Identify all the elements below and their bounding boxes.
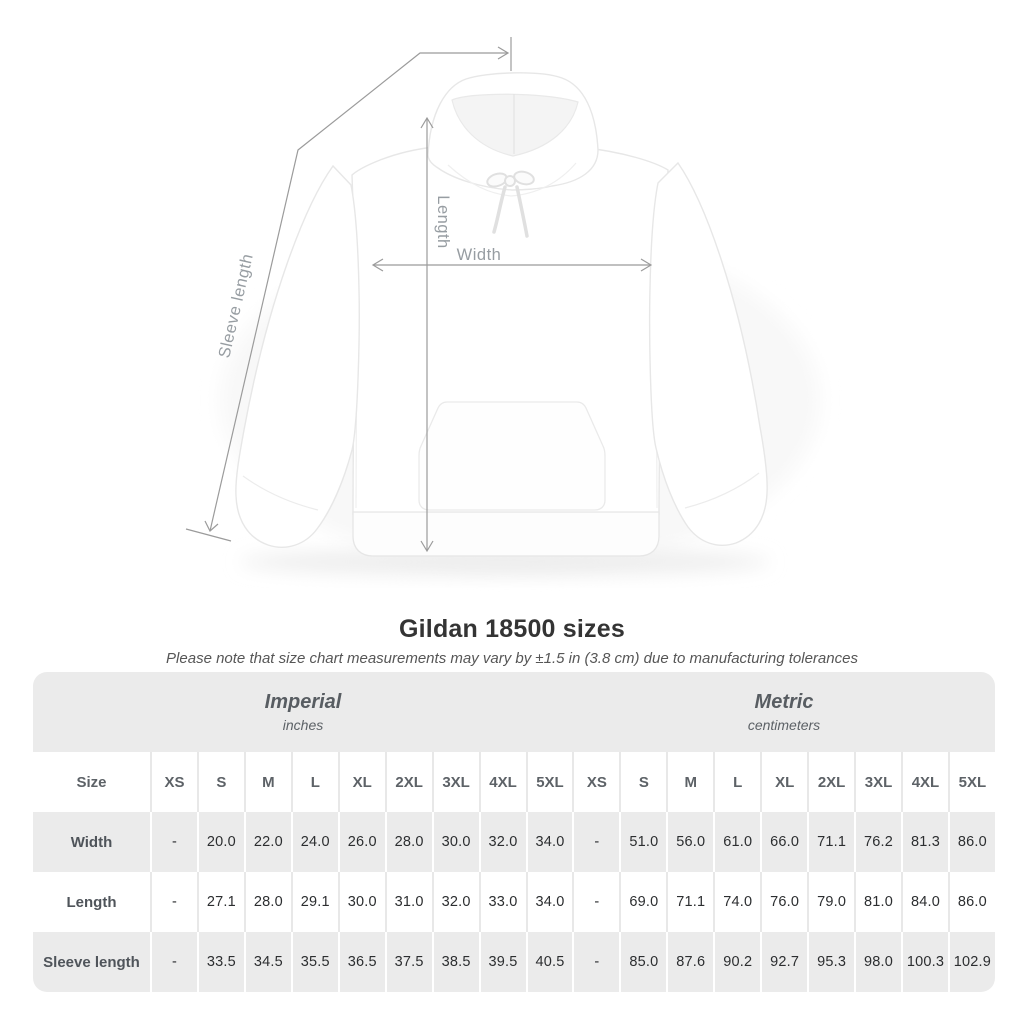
size-column-header: S bbox=[197, 752, 244, 812]
tolerance-note: Please note that size chart measurements may vary by ±1.5 in (3.8 cm) due to manufacturing tolerances bbox=[166, 650, 858, 667]
imperial-group-unit: inches bbox=[282, 717, 324, 733]
measurement-row-label: Sleeve length bbox=[43, 953, 140, 971]
measurement-value-cell: 24.0 bbox=[291, 812, 338, 872]
measurement-value-cell: 32.0 bbox=[479, 812, 526, 872]
measurement-value-cell: 38.5 bbox=[432, 932, 479, 992]
measurement-value-cell: 39.5 bbox=[479, 932, 526, 992]
measurement-value-cell: 98.0 bbox=[854, 932, 901, 992]
measurement-value-cell: 33.0 bbox=[479, 872, 526, 932]
size-column-header: 3XL bbox=[854, 752, 901, 812]
measurement-value-cell: 30.0 bbox=[432, 812, 479, 872]
imperial-group-header bbox=[33, 672, 573, 752]
size-header-row bbox=[33, 752, 995, 812]
size-column-header: M bbox=[244, 752, 291, 812]
measurement-value-cell: 85.0 bbox=[619, 932, 666, 992]
sleeve-length-measure-label: Sleeve length bbox=[215, 251, 257, 360]
size-column-header: 5XL bbox=[948, 752, 995, 812]
measurement-value-cell: 71.1 bbox=[666, 872, 713, 932]
measurement-value-cell: 81.3 bbox=[901, 812, 948, 872]
measurement-value-cell: 28.0 bbox=[385, 812, 432, 872]
table-rows bbox=[33, 752, 995, 992]
cuff-tick bbox=[186, 529, 231, 541]
measurement-value-cell: 22.0 bbox=[244, 812, 291, 872]
measurement-value-cell: - bbox=[572, 932, 619, 992]
kangaroo-pocket bbox=[419, 402, 605, 510]
measurement-value-cell: 30.0 bbox=[338, 872, 385, 932]
size-column-header: M bbox=[666, 752, 713, 812]
measurement-value-cell: 31.0 bbox=[385, 872, 432, 932]
measurement-value-cell: 34.0 bbox=[526, 812, 573, 872]
measurement-value-cell: 27.1 bbox=[197, 872, 244, 932]
measurement-value-cell: 61.0 bbox=[713, 812, 760, 872]
size-column-header: 2XL bbox=[385, 752, 432, 812]
measurement-value-cell: 37.5 bbox=[385, 932, 432, 992]
measurement-value-cell: 86.0 bbox=[948, 812, 995, 872]
measurement-value-cell: 51.0 bbox=[619, 812, 666, 872]
measurement-value-cell: 56.0 bbox=[666, 812, 713, 872]
size-column-header: XS bbox=[150, 752, 197, 812]
measurement-value-cell: 29.1 bbox=[291, 872, 338, 932]
measurement-value-cell: 33.5 bbox=[197, 932, 244, 992]
width-measure-label: Width bbox=[456, 246, 502, 264]
measurement-row-label: Width bbox=[70, 833, 113, 851]
measurement-value-cell: 100.3 bbox=[901, 932, 948, 992]
measurement-value-cell: 71.1 bbox=[807, 812, 854, 872]
measurement-value-cell: 40.5 bbox=[526, 932, 573, 992]
measurement-value-cell: 66.0 bbox=[760, 812, 807, 872]
length-measure-label: Length bbox=[434, 195, 452, 249]
size-column-header: 4XL bbox=[479, 752, 526, 812]
metric-group-unit: centimeters bbox=[747, 717, 821, 733]
measurement-value-cell: - bbox=[150, 932, 197, 992]
measurement-value-cell: 26.0 bbox=[338, 812, 385, 872]
measurement-value-cell: 76.2 bbox=[854, 812, 901, 872]
measurement-value-cell: 92.7 bbox=[760, 932, 807, 992]
size-col-header: Size bbox=[76, 773, 107, 791]
measurement-value-cell: 34.5 bbox=[244, 932, 291, 992]
measurement-value-cell: 86.0 bbox=[948, 872, 995, 932]
size-column-header: XS bbox=[572, 752, 619, 812]
metric-group-name: Metric bbox=[754, 691, 814, 713]
measurement-value-cell: 90.2 bbox=[713, 932, 760, 992]
measurement-value-cell: - bbox=[150, 812, 197, 872]
page-title: Gildan 18500 sizes bbox=[399, 614, 625, 643]
size-column-header: 2XL bbox=[807, 752, 854, 812]
size-column-header: XL bbox=[760, 752, 807, 812]
measurement-value-cell: 28.0 bbox=[244, 872, 291, 932]
size-column-header: XL bbox=[338, 752, 385, 812]
measurement-row bbox=[33, 932, 995, 992]
measurement-row bbox=[33, 872, 995, 932]
measurement-value-cell: 81.0 bbox=[854, 872, 901, 932]
measurement-value-cell: 84.0 bbox=[901, 872, 948, 932]
metric-group-header bbox=[573, 672, 995, 752]
unit-group-header bbox=[33, 672, 995, 752]
size-column-header: 5XL bbox=[526, 752, 573, 812]
size-table bbox=[33, 672, 995, 992]
size-column-header: L bbox=[291, 752, 338, 812]
measurement-value-cell: 87.6 bbox=[666, 932, 713, 992]
measurement-value-cell: 95.3 bbox=[807, 932, 854, 992]
measurement-value-cell: 69.0 bbox=[619, 872, 666, 932]
size-column-header: S bbox=[619, 752, 666, 812]
hem-band bbox=[353, 512, 659, 556]
size-column-header: 3XL bbox=[432, 752, 479, 812]
measurement-row-label: Length bbox=[66, 893, 117, 911]
measurement-value-cell: 102.9 bbox=[948, 932, 995, 992]
measurement-value-cell: 35.5 bbox=[291, 932, 338, 992]
measurement-value-cell: 20.0 bbox=[197, 812, 244, 872]
measurement-value-cell: - bbox=[572, 812, 619, 872]
measurement-value-cell: 36.5 bbox=[338, 932, 385, 992]
measurement-value-cell: 74.0 bbox=[713, 872, 760, 932]
measurement-value-cell: 79.0 bbox=[807, 872, 854, 932]
size-column-header: L bbox=[713, 752, 760, 812]
imperial-group-name: Imperial bbox=[264, 691, 342, 713]
measurement-value-cell: - bbox=[572, 872, 619, 932]
measurement-value-cell: 34.0 bbox=[526, 872, 573, 932]
measurement-value-cell: 76.0 bbox=[760, 872, 807, 932]
measurement-row bbox=[33, 812, 995, 872]
measurement-value-cell: - bbox=[150, 872, 197, 932]
size-column-header: 4XL bbox=[901, 752, 948, 812]
measurement-value-cell: 32.0 bbox=[432, 872, 479, 932]
